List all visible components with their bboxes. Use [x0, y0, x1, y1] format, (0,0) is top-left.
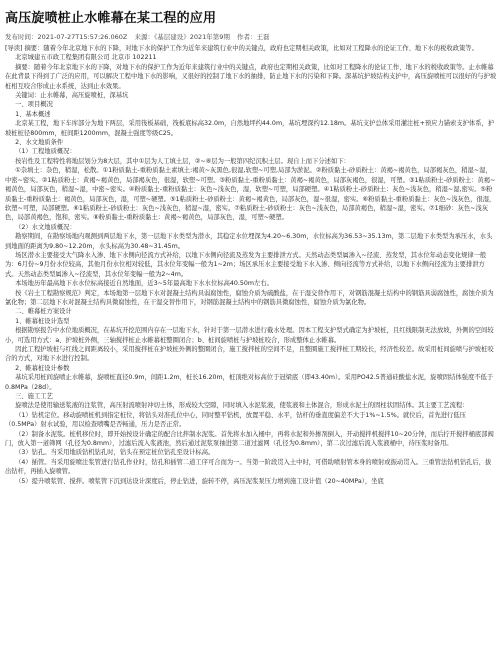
paragraph: 勘察期间，在勘察场地内观测到两层地下水，第一层地下水类型为潜水，其稳定水位埋深为4.20~6.30m，水位标高为36.53~35.13m，第二层地下水类型为承压水，水头到地面的距离为9.80~12.20m，水头标高为30.48~31.45m。	[5, 233, 493, 250]
paragraph: 1、基本概述	[15, 110, 51, 118]
source: 来源：《基层建设》2021年第9期	[134, 33, 230, 41]
paragraph: 基坑采用桩间旋喷止水帷幕，旋喷桩直径0.9m，间距1.2m，桩长16.20m，桩顶绝对标高位于冠梁底（即43.40m）。采用PO42.5普通硅酸盐水泥，旋喷固结体强度不低于0.8MPa（28d）。	[5, 374, 494, 391]
paragraph: （5）提升喷浆管、搅拌。喷浆管下沉到达设计深度后，停止钻进，旋转不停，高压泥浆泵压力增到施工设计值（20~40MPa），坐底	[15, 477, 384, 485]
paragraph: 按岩性及工程特性将地层划分为8大层，其中①层为人工填土层，②~⑧层为一般第四纪沉积土层。现自上而下分述如下：	[15, 157, 350, 165]
paragraph: 根据勘察报告中水位地质概况，在基坑开挖范围内存在一层地下水，针对于第一层潜水进行截水处理。因本工程支护型式确定为护坡桩，且红线限制无法放坡，外侧的空间较小，可选用方式：a、护坡桩外侧，三轴搅拌桩止水帷幕桩整圈闭合；b、桩间旋喷桩与护坡桩咬合，形成整体止水帷幕。	[5, 327, 494, 344]
paragraph: [导读] 摘要：随着今年北京地下水的下降，对地下水的保护工作为近年来建筑行业中的关键点，政府也定期相关政策，比如对工程降水的论证工作、地下水的税收政策等。	[5, 45, 478, 52]
paragraph: （4）插管。当采用旋喷注浆管进行钻孔作业时，钻孔和插管二道工序可合而为一。当第一阶段贯入土中时，可借助喷射管本身的喷射或振动贯入。三重管法钻机钻孔后，拔出钻杆，再插入旋喷管。	[5, 458, 492, 476]
paragraph: 北京某工程，地下车库部分为地下两层，采用筏板基础，筏板底标高32.0m，自然地坪约44.0m，基坑埋深约12.18m。基坑支护总体采用灌注桩+预应力锚索支护体系，护坡桩桩径800mm，桩间距1200mm，混凝土强度等级C25。	[5, 120, 495, 137]
publish-time: 发布时间：2021-07-27T15:57:26.060Z	[5, 33, 128, 41]
paragraph: 旋喷法是使用输送浆液的注浆管，高压射流喷射冲切土体，形成较大空隙，同时填入水泥浆液，使浆液和土体混合，形成水泥土的固柱状固结体。其主要工艺流程：	[15, 402, 469, 410]
paragraph: （2）制备水泥浆。桩机移位时，即开始按设计确定的配合比拌制水泥浆。首先将水加入桶中，再将水泥和外掺剂倒入，开动搅拌机搅拌10~20分钟，而后拧开搅拌桶底部阀门，放入第一道筛网（孔径为0.8mm），过滤后流入浆液池，然后通过泥浆泵抽进第二道过滤网（孔径为0.8mm），第二次过滤后流入浆液桶中，待压浆时备用。	[5, 430, 494, 448]
paragraph: （2）水文地质概况：	[15, 223, 76, 231]
paragraph: 2、水文地质条件	[15, 139, 64, 147]
article-meta	[5, 33, 497, 42]
paragraph: 摘要：随着今年北京地下水的下降，对地下水的保护工作为近年来建筑行业中的关键点，政府也定期相关政策，比如对工程降水的论证工作、地下水的税收政策等。止水帷幕在此背景下得到了广泛的应用，可以解决工程中地下水的影响，又很好的控制了地下水的抽排，防止地下水的污染和下降。深基坑护坡结构支护中，高压旋喷桩可以很好的与护坡桩相互咬合形成止水系统，达到止水效果。	[5, 63, 497, 90]
paragraph: 场区潜水主要接受大气降水入渗、地下水侧向径流方式补给，以地下水侧向径流及蒸发为主要排泄方式。天然动态类型属渗入~径流、蒸发型，其水位年动态变化规律一般为：6月份~9月份水位较高，其他月份水位相对较低，其水位年变幅一般为1~2m；场区承压水主要接受地下水入渗、侧向径流等方式补给，以地下水侧向径流为主要排泄方式。天然动态类型属渗入~径流型，其水位年变幅一般为2~4m。	[5, 251, 487, 278]
article-title: 高压旋喷桩止水帷幕在某工程的应用	[5, 11, 217, 26]
paragraph: ①杂填土：杂色，稍湿，松散。①1粉质黏土-重粉质黏土素填土:褐黄~灰黑色,很湿,软塑~可塑,局部为淤泥。②粉质黏土-砂质粉土：黄褐~褐黄色，局部褐灰色，稍湿~湿，中密~密实。②1粘质粉土：黄褐~褐黄色，局部褐灰色，很湿，软塑~可塑。③粉质黏土-重粉质黏土：黄褐~褐黄色，局部灰褐色，很湿，可塑。③1粘质粉土-砂质粉土：黄褐~褐黄色，局部灰色，稍湿~湿，中密~密实。④粉质黏土-重粉质黏土：灰色~浅灰色，湿，软塑~可塑，局部硬塑。④1粘质粉土-砂质粉土：灰色~浅灰色，稍湿~湿,密实。⑤粉质黏土-重粉质黏土：褐黄色，局部灰色，湿，可塑~硬塑。⑤1粘质粉土-砂质粉土：黄褐~褐黄色，局部灰色，湿~很湿，密实。⑥粉质黏土-重粉质黏土：灰色~浅灰色，很湿，软塑~可塑，局部硬塑。⑥1粘质粉土-砂质粉土：灰色~浅灰色，稍湿~湿，密实。⑦粘质粉土-砂质粉土：灰色~浅灰色，局部黄褐色，稍湿~湿，密实。⑦1细砂：灰色~浅灰色，局部黄褐色，饱和，密实。⑧粉质黏土-重粉质黏土：黄褐~褐黄色，局部灰色，湿，可塑~硬塑。	[5, 167, 496, 222]
paragraph: 1、帷幕桩设计选型	[15, 317, 70, 325]
paragraph: （3）钻孔。当采用地质钻机钻孔时，钻头在预定桩位钻孔至设计标高。	[15, 449, 215, 457]
paragraph: 按《岩土工程勘察规范》判定，本场地第一层地下水对混凝土结构具弱腐蚀性，腐蚀介质为硫酸盐，在干湿交替作用下，对钢筋混凝土结构中的钢筋具弱腐蚀性，腐蚀介质为氯化物；第二层地下水对混凝土结构具微腐蚀性，在干湿交替作用下，对钢筋混凝土结构中的钢筋具微腐蚀性，腐蚀介质为氯化物。	[5, 289, 494, 306]
paragraph: 一、项目概况	[15, 101, 53, 109]
author: 作者：王磊	[236, 33, 270, 41]
paragraph: 因此工程护坡桩与红线之间距离较小，采用搅拌桩在护坡桩外侧的整圈闭合，施工搅拌桩的空间不足，且整圈施工搅拌桩工期较长，经济性较差。故采用桩间旋喷与护坡桩咬合的方式，对地下水进行控制。	[5, 346, 494, 363]
paragraph: （1）钻机定位。移动旋喷桩机到指定桩位，将钻头对准孔位中心，同时整平钻机，放置平稳、水平，钻杆的垂直度偏差不大于1%~1.5%。就位后，首先进行低压（0.5MPa）射水试验，用以检查喷嘴是否畅通，压力是否正常。	[5, 411, 466, 429]
paragraph: 2、帷幕桩设计参数	[15, 364, 70, 372]
paragraph: 北京城建五市政工程集团有限公司 北京市 102211	[15, 54, 157, 62]
paragraph: 二、帷幕桩方案设计	[15, 308, 72, 316]
article-body	[5, 44, 497, 486]
paragraph: 本场地历年最高地下水水位标高接近自然地面，近3~5年最高地下水水位标高40.50m左右。	[15, 280, 273, 288]
paragraph: （1）工程地质概况：	[15, 148, 76, 156]
paragraph: 关键词：止水帷幕，高压旋喷桩，深基坑	[15, 92, 129, 100]
paragraph: 三、施工工艺	[15, 393, 53, 401]
